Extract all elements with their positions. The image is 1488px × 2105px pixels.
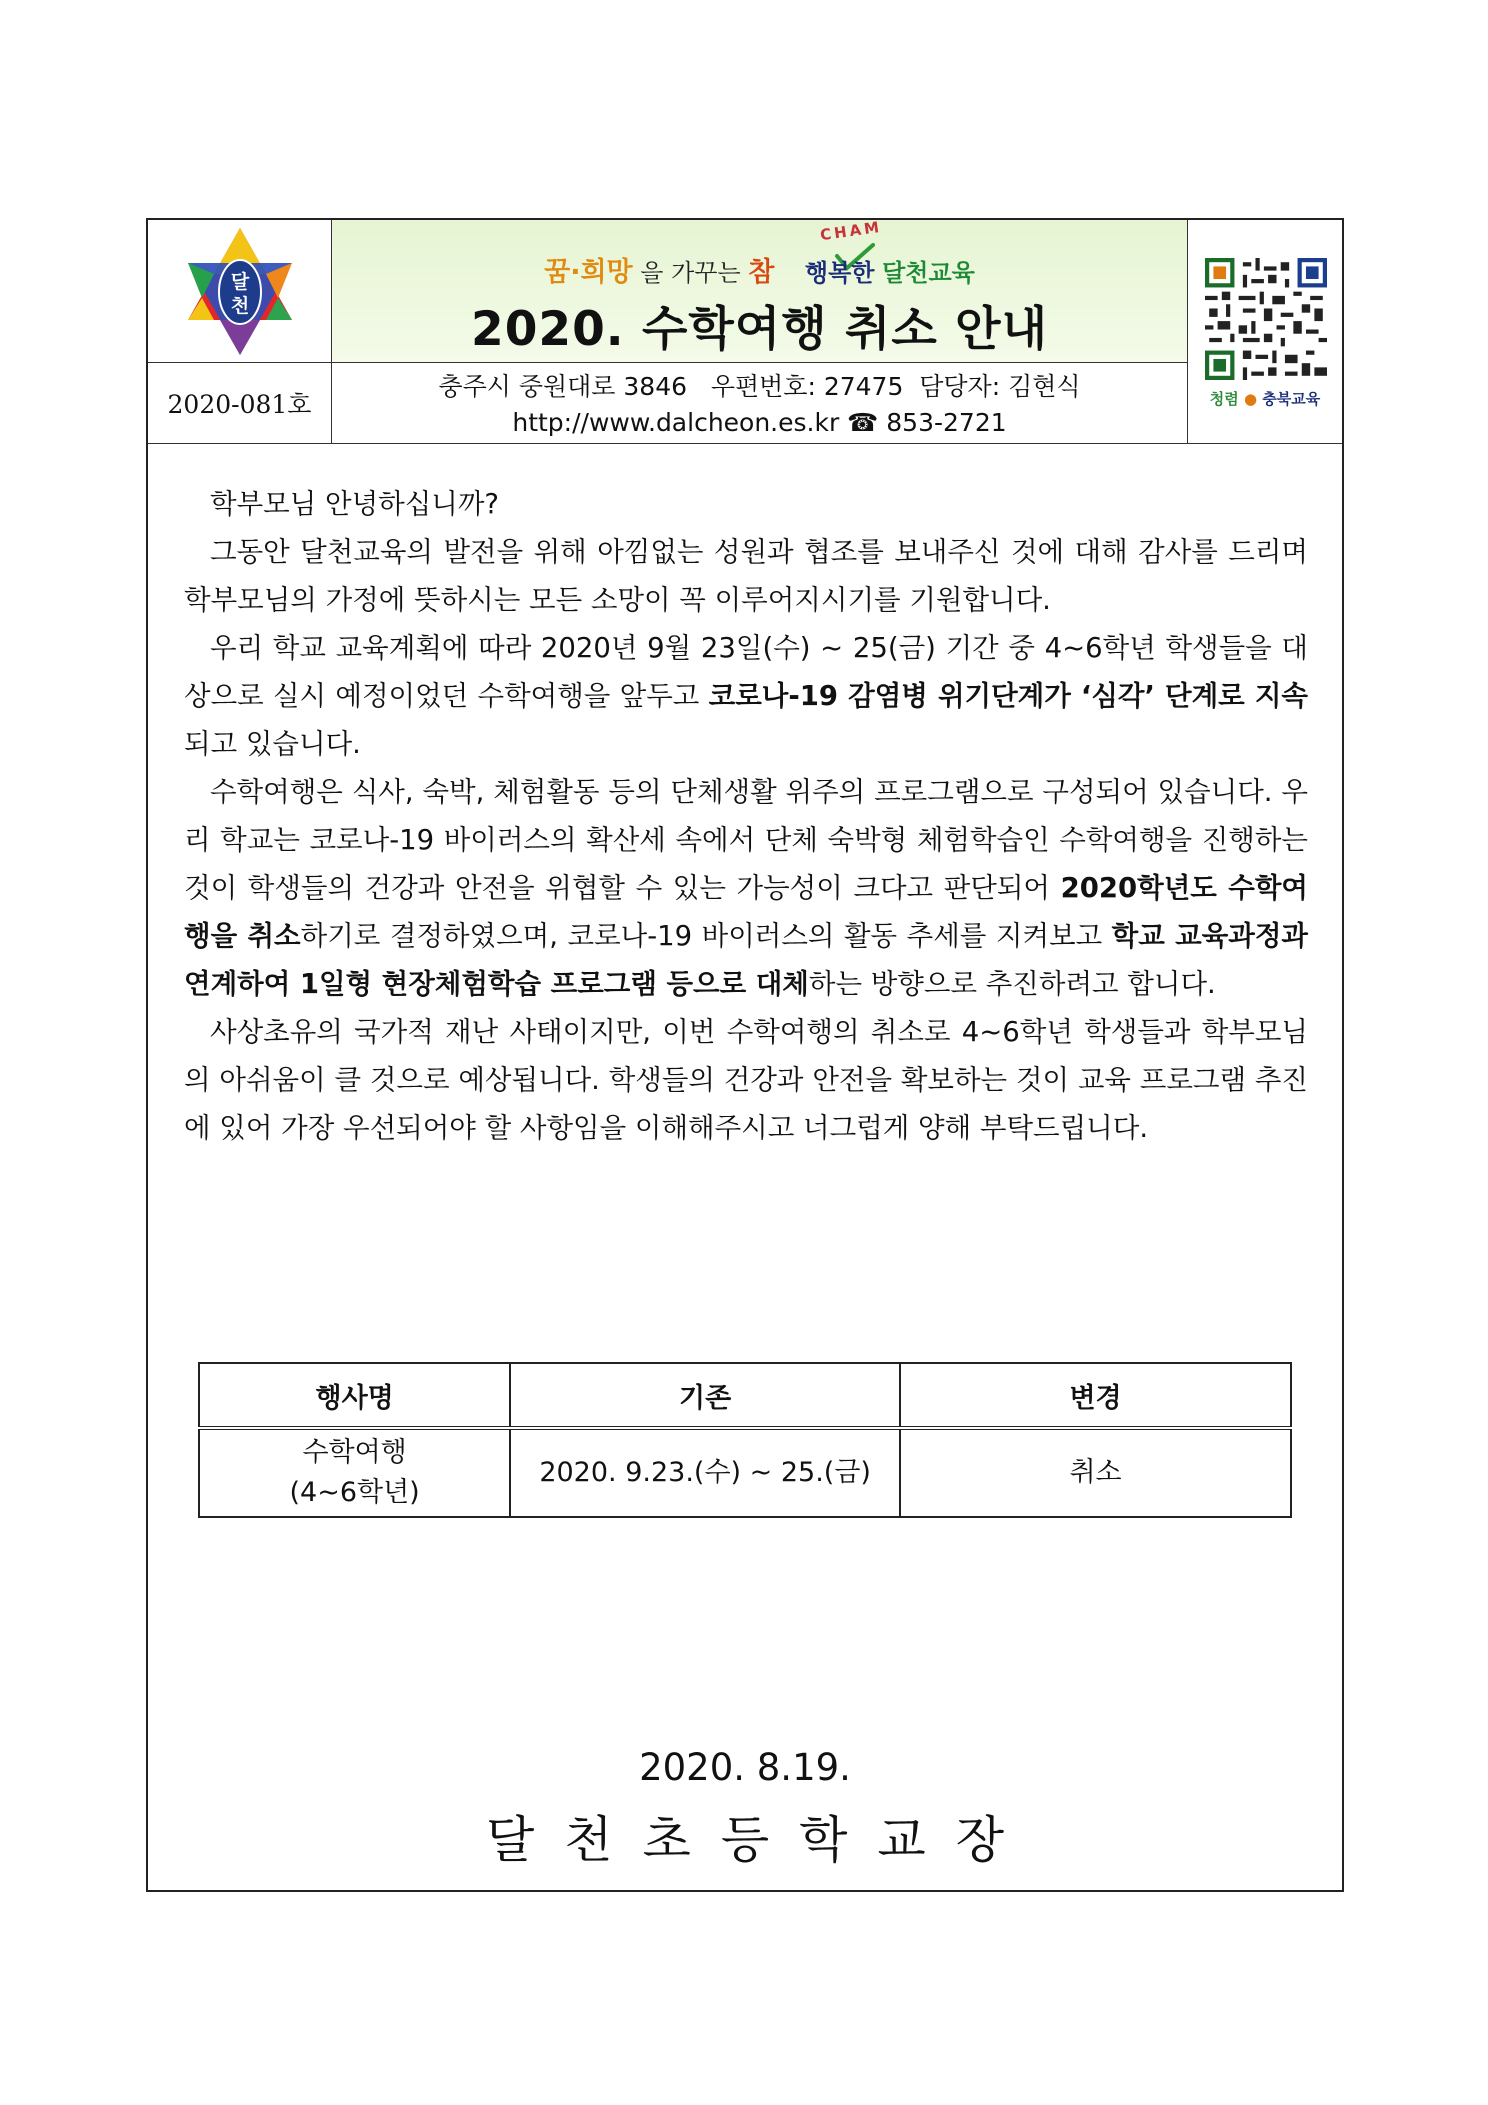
- paragraph-decision: [184, 768, 1308, 1008]
- p3-part-e: 하는 방향으로 추진하려고 합니다.: [808, 968, 1216, 1000]
- slogan-edu: 달천교육: [882, 259, 975, 287]
- cham-label: CHAM: [819, 217, 884, 245]
- qr-caption: [1188, 388, 1342, 409]
- logo-char-1: 달: [230, 271, 250, 293]
- document-title: 2020. 수학여행 취소 안내: [471, 302, 1048, 357]
- table-header-row: [199, 1363, 1291, 1428]
- col-original-header: 기존: [510, 1363, 900, 1428]
- paragraph-apology: 사상초유의 국가적 재난 사태이지만, 이번 수학여행의 취소로 4~6학년 학생들과 학부모님의 아쉬움이 클 것으로 예상됩니다. 학생들의 건강과 안전을 확보하는 것이 교육 프로그램 추진에 있어 가장 우선되어야 할 사항임을 이해해주시고 너그럽게 양해 부탁드립니다.: [184, 1016, 1308, 1144]
- address-line: 충주시 중원대로 3846 우편번호: 27475 담당자: 김현식: [438, 372, 1081, 401]
- slogan-true: 참: [748, 257, 775, 288]
- paragraph-situation: [184, 624, 1308, 768]
- slogan: [332, 250, 1187, 289]
- address-cell: [332, 363, 1187, 443]
- qr-caption-right: 충북교육: [1262, 390, 1321, 408]
- qr-caption-left: 청렴: [1209, 390, 1239, 408]
- p2-part-c: 되고 있습니다.: [184, 728, 361, 760]
- school-logo-cell: [148, 220, 332, 363]
- p3-part-c: 하기로 결정하였으며, 코로나-19 바이러스의 활동 추세를 지켜보고: [300, 920, 1112, 952]
- qr-code-icon: [1205, 258, 1327, 380]
- p3-emphasis-replace: 학교 교육과정과 연계하여 1일형 현장체험학습 프로그램 등으로 대체: [184, 920, 1308, 1000]
- signer-name: 달천초등학교장: [485, 1811, 1035, 1869]
- logo-char-2: 천: [230, 295, 250, 317]
- letter-body: [184, 480, 1308, 1152]
- table-row: [199, 1428, 1291, 1517]
- cell-original: 2020. 9.23.(수) ~ 25.(금): [510, 1428, 900, 1517]
- doc-number: 2020-081호: [148, 363, 332, 443]
- qr-cell: [1187, 220, 1342, 443]
- cell-changed: 취소: [900, 1428, 1291, 1517]
- greeting: 학부모님 안녕하십니까?: [210, 488, 499, 520]
- col-changed-header: 변경: [900, 1363, 1291, 1428]
- title-cell: [332, 217, 1187, 363]
- p2-emphasis: 코로나-19 감염병 위기단계가 ‘심각’ 단계로 지속: [708, 680, 1308, 712]
- slogan-grow: 을 가꾸는: [640, 259, 741, 287]
- paragraph-thanks: 그동안 달천교육의 발전을 위해 아낌없는 성원과 협조를 보내주신 것에 대해 감사를 드리며 학부모님의 가정에 뜻하시는 모든 소망이 꼭 이루어지시기를 기원합니다.: [184, 536, 1308, 616]
- p3-part-a: 수학여행은 식사, 숙박, 체험활동 등의 단체생활 위주의 프로그램으로 구성되어 있습니다. 우리 학교는 코로나-19 바이러스의 확산세 속에서 단체 숙박형 체험학습인 수학여행을 진행하는 것이 학생들의 건강과 안전을 위협할 수 있는 가능성이 크다고 판단되어: [184, 776, 1308, 904]
- cell-event: [199, 1428, 510, 1517]
- school-logo-icon: [148, 220, 332, 363]
- chungbuk-icon: ●: [1243, 390, 1258, 408]
- issue-date: 2020. 8.19.: [639, 1746, 851, 1789]
- slogan-dream: 꿈·희망: [544, 257, 633, 288]
- slogan-happy: 행복한: [804, 259, 875, 287]
- event-grades: (4~6학년): [289, 1477, 420, 1508]
- schedule-table: [198, 1362, 1292, 1518]
- header-divider: [148, 443, 1342, 444]
- p3-emphasis-cancel: 2020학년도 수학여행을 취소: [184, 872, 1308, 952]
- event-name: 수학여행: [302, 1437, 407, 1468]
- col-event-header: 행사명: [199, 1363, 510, 1428]
- p2-part-a: 우리 학교 교육계획에 따라 2020년 9월 23일(수) ~ 25(금) 기간 중 4~6학년 학생들을 대상으로 실시 예정이었던 수학여행을 앞두고: [184, 632, 1308, 712]
- document-frame: [146, 218, 1344, 1892]
- website-phone-line: http://www.dalcheon.es.kr ☎ 853-2721: [512, 408, 1007, 437]
